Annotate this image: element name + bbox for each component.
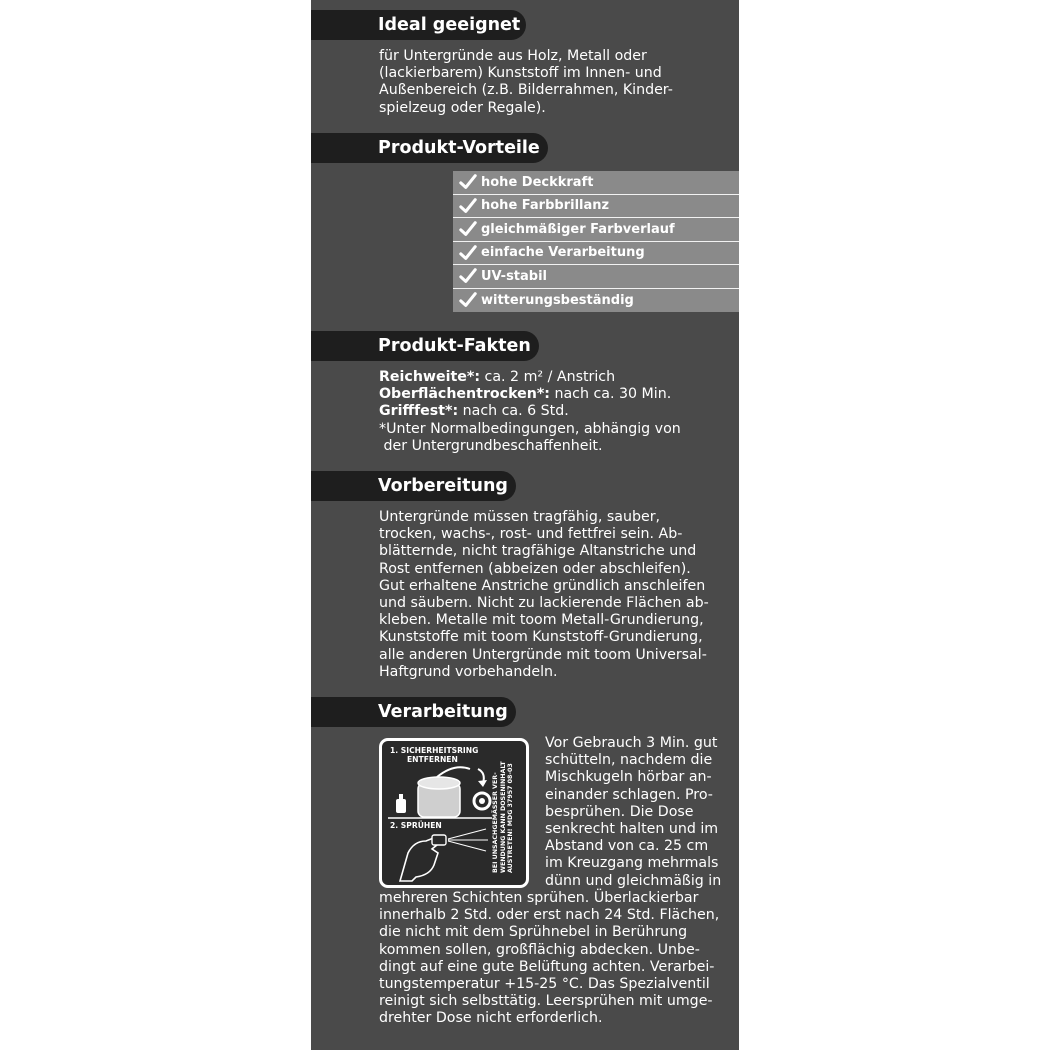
heading-vorbereitung: Vorbereitung — [311, 471, 516, 501]
benefit-label: UV-stabil — [481, 268, 548, 284]
text-line: drehter Dose nicht erforderlich. — [379, 1010, 603, 1027]
fact-label: Reichweite*: — [379, 369, 481, 385]
text-line: Abstand von ca. 25 cm — [545, 838, 709, 855]
fact-value: nach ca. 6 Std. — [458, 403, 569, 420]
text-line: für Untergründe aus Holz, Metall oder — [379, 48, 647, 64]
text-line: und säubern. Nicht zu lackierende Flächen ab- — [379, 595, 709, 612]
text-line: Gut erhaltene Anstriche gründlich anschleifen — [379, 577, 706, 594]
fact-note: *Unter Normalbedingungen, abhängig von — [379, 420, 681, 437]
text-line: (lackierbarem) Kunststoff im Innen- und — [379, 65, 662, 82]
pictogram-warning-line: BEI UNSACHGEMÄSSER VER- — [492, 772, 499, 873]
pictogram-text: ENTFERNEN — [407, 755, 458, 764]
fact-note: der Untergrundbeschaffenheit. — [379, 437, 603, 454]
fact-grifffest — [379, 403, 681, 420]
text-line: Untergründe müssen tragfähig, sauber, — [379, 509, 661, 525]
fact-value: nach ca. 30 Min. — [549, 386, 672, 403]
benefit-label: hohe Farbbrillanz — [481, 198, 610, 214]
pictogram-warning-line: WENDUNG KANN DOSENINHALT — [499, 761, 507, 873]
benefits-list — [453, 171, 739, 312]
fact-value: ca. 2 m² / Anstrich — [480, 369, 616, 385]
checkmark-icon — [459, 291, 477, 309]
text-line: Kunststoffe mit toom Kunststoff-Grundierung, — [379, 629, 703, 646]
benefit-item — [453, 289, 739, 313]
benefit-label: gleichmäßiger Farbverlauf — [481, 221, 675, 237]
text-line: innerhalb 2 Std. oder erst nach 24 Std. Flächen, — [379, 907, 720, 924]
text-line: mehreren Schichten sprühen. Überlackierbar — [379, 890, 699, 906]
text-line: Außenbereich (z.B. Bilderrahmen, Kinder- — [379, 82, 673, 99]
checkmark-icon — [459, 244, 477, 262]
vorbereitung-text — [379, 509, 709, 681]
benefit-item — [453, 171, 739, 195]
verarbeitung-side-text — [545, 735, 721, 890]
checkmark-icon — [459, 267, 477, 285]
pictogram-warning — [492, 743, 515, 873]
benefit-label: einfache Verarbeitung — [481, 245, 645, 261]
facts-text — [379, 369, 681, 455]
text-line: dingt auf eine gute Belüftung achten. Verarbei- — [379, 958, 715, 975]
text-line: alle anderen Untergründe mit toom Universal- — [379, 646, 707, 663]
text-line: im Kreuzgang mehrmals — [545, 855, 719, 872]
text-line: schütteln, nachdem die — [545, 752, 713, 769]
benefit-item — [453, 242, 739, 266]
product-info-panel — [311, 0, 739, 1050]
heading-produkt-vorteile: Produkt-Vorteile — [311, 133, 548, 163]
benefit-item — [453, 195, 739, 219]
pictogram-warning-line: AUSTRETEN! MDG 37957 08-03 — [507, 763, 514, 873]
text-line: kleben. Metalle mit toom Metall-Grundierung, — [379, 612, 704, 629]
heading-produkt-fakten: Produkt-Fakten — [311, 331, 539, 361]
fact-label: Oberflächentrocken*: — [379, 386, 550, 403]
pictogram-text: 1. SICHERHEITSRING — [390, 746, 479, 755]
usage-pictogram — [379, 738, 529, 888]
benefit-item — [453, 218, 739, 242]
fact-label: Grifffest*: — [379, 403, 459, 420]
text-line: trocken, wachs-, rost- und fettfrei sein. Ab- — [379, 526, 683, 543]
text-line: spielzeug oder Regale). — [379, 99, 546, 116]
checkmark-icon — [459, 197, 477, 215]
text-line: besprühen. Die Dose — [545, 803, 694, 820]
text-line: Vor Gebrauch 3 Min. gut — [545, 735, 718, 751]
text-line: reinigt sich selbsttätig. Leersprühen mit umge- — [379, 993, 713, 1010]
checkmark-icon — [459, 220, 477, 238]
verarbeitung-text — [379, 890, 719, 1028]
benefit-item — [453, 265, 739, 289]
text-line: dünn und gleichmäßig in — [545, 872, 722, 889]
text-line: kommen sollen, großflächig abdecken. Unbe- — [379, 941, 700, 958]
text-line: Mischkugeln hörbar an- — [545, 769, 712, 786]
text-line: Rost entfernen (abbeizen oder abschleifen). — [379, 560, 691, 577]
text-line: tungstemperatur +15-25 °C. Das Spezialventil — [379, 976, 710, 993]
heading-verarbeitung: Verarbeitung — [311, 697, 516, 727]
ideal-text — [379, 48, 673, 117]
text-line: einander schlagen. Pro- — [545, 786, 713, 803]
benefit-label: witterungsbeständig — [481, 292, 634, 308]
benefit-label: hohe Deckkraft — [481, 174, 594, 190]
heading-ideal-geeignet: Ideal geeignet — [311, 10, 526, 40]
checkmark-icon — [459, 173, 477, 191]
text-line: Haftgrund vorbehandeln. — [379, 663, 558, 680]
text-line: die nicht mit dem Sprühnebel in Berührung — [379, 924, 688, 941]
pictogram-step2-label: 2. SPRÜHEN — [390, 821, 442, 830]
text-line: blätternde, nicht tragfähige Altanstriche und — [379, 543, 697, 560]
text-line: senkrecht halten und im — [545, 821, 719, 838]
fact-oberflaechentrocken — [379, 386, 681, 403]
fact-reichweite — [379, 369, 681, 386]
